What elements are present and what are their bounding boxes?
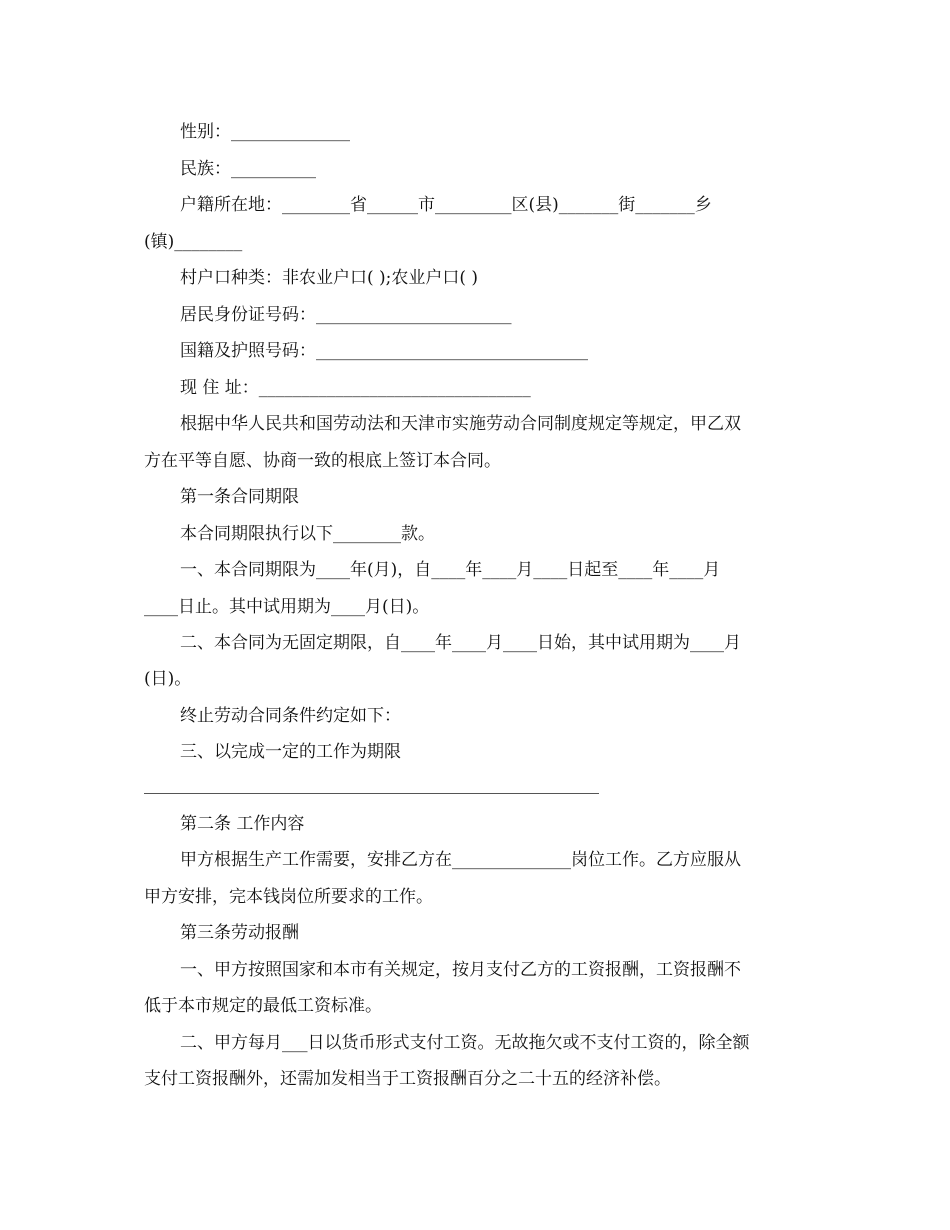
fixed-term-line-1: 一、本合同期限为____年(月)，自____年____月____日起至____年____月 xyxy=(180,560,721,580)
open-term-line-1: 二、本合同为无固定期限，自____年____月____日始，其中试用期为____月 xyxy=(180,633,741,653)
payment-line-1: 二、甲方每月___日以货币形式支付工资。无故拖欠或不支付工资的，除全额 xyxy=(180,1033,750,1053)
ethnicity-field-line: 民族：__________ xyxy=(180,159,316,179)
household-type-line: 村户口种类：非农业户口( );农业户口( ) xyxy=(180,268,479,288)
term-clause-line: 本合同期限执行以下________款。 xyxy=(180,524,435,544)
article-1-heading: 第一条合同期限 xyxy=(180,487,299,507)
article-2-heading: 第二条 工作内容 xyxy=(180,814,305,834)
passport-line: 国籍及护照号码：________________________________ xyxy=(180,341,588,361)
basis-paragraph-line-2: 方在平等自愿、协商一致的根底上签订本合同。 xyxy=(144,451,501,471)
open-term-line-2: (日)。 xyxy=(144,669,192,689)
household-registration-text: 户籍所在地：________省______市_________区(县)_______街_______乡 xyxy=(180,195,712,215)
work-content-line-2: 甲方安排，完本钱岗位所要求的工作。 xyxy=(144,887,433,907)
town-field-line: (镇)________ xyxy=(144,232,243,252)
termination-conditions-line: 终止劳动合同条件约定如下： xyxy=(180,706,401,726)
remuneration-line-1: 一、甲方按照国家和本市有关规定，按月支付乙方的工资报酬，工资报酬不 xyxy=(180,960,741,980)
gender-field-line: 性别：______________ xyxy=(180,122,350,142)
blank-rule-line xyxy=(144,793,599,794)
payment-line-2: 支付工资报酬外，还需加发相当于工资报酬百分之二十五的经济补偿。 xyxy=(144,1069,671,1089)
task-term-line: 三、以完成一定的工作为期限 xyxy=(180,742,401,762)
article-3-heading: 第三条劳动报酬 xyxy=(180,923,299,943)
basis-paragraph-line-1: 根据中华人民共和国劳动法和天津市实施劳动合同制度规定等规定，甲乙双 xyxy=(180,414,741,434)
household-registration-line xyxy=(180,193,806,217)
fixed-term-line-2: ____日止。其中试用期为____月(日)。 xyxy=(144,597,430,617)
id-number-line: 居民身份证号码：_______________________ xyxy=(180,305,512,325)
remuneration-line-2: 低于本市规定的最低工资标准。 xyxy=(144,996,382,1016)
address-line: 现 住 址：________________________________ xyxy=(180,378,531,398)
work-content-line-1: 甲方根据生产工作需要，安排乙方在______________岗位工作。乙方应服从 xyxy=(180,850,741,870)
